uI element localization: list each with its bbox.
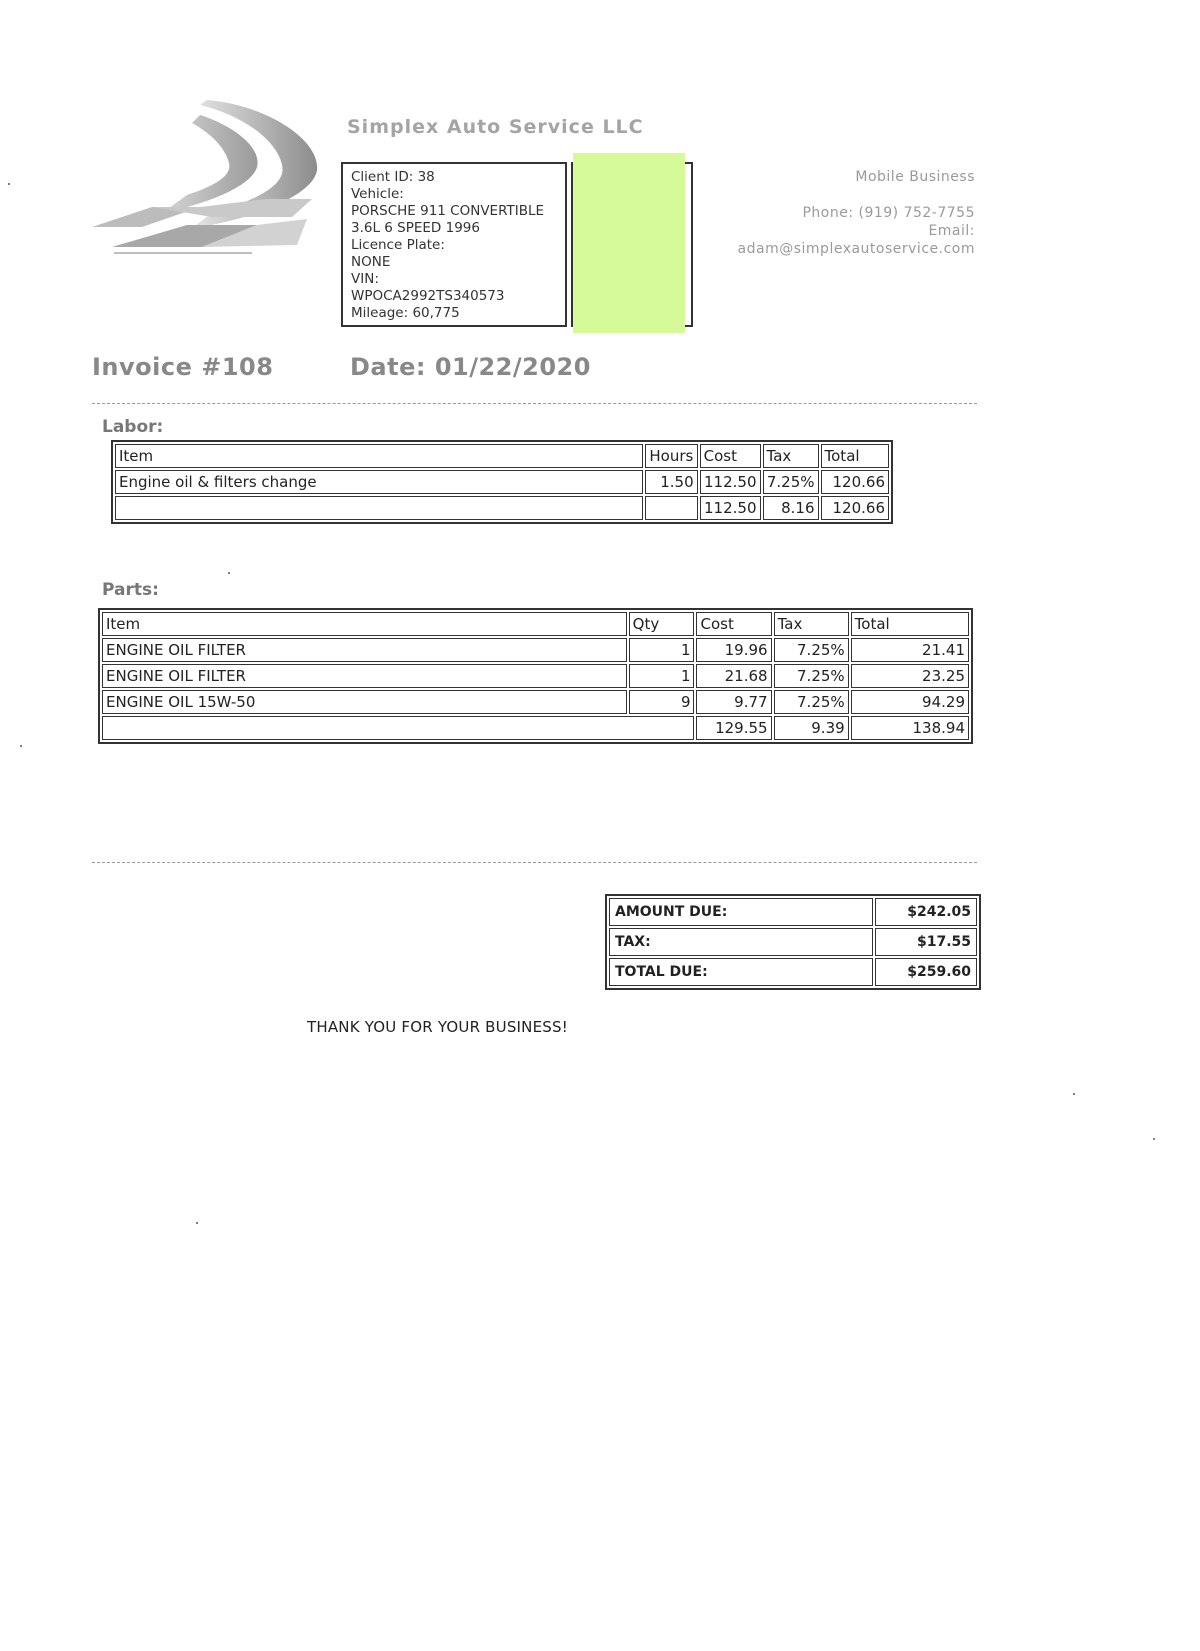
scan-speck bbox=[1153, 1138, 1155, 1140]
scan-speck bbox=[8, 183, 10, 185]
table-row bbox=[102, 690, 969, 714]
header-total: Total bbox=[821, 444, 889, 468]
plate-value: NONE bbox=[351, 254, 391, 270]
cell-cost: 21.68 bbox=[696, 664, 771, 688]
cell-total: 138.94 bbox=[851, 716, 969, 740]
cell-item: ENGINE OIL FILTER bbox=[102, 664, 627, 688]
amount-due-label: AMOUNT DUE: bbox=[609, 898, 873, 926]
divider bbox=[92, 862, 977, 863]
header-item: Item bbox=[102, 612, 627, 636]
invoice-number: Invoice #108 bbox=[92, 353, 274, 381]
thank-you-message: THANK YOU FOR YOUR BUSINESS! bbox=[307, 1018, 568, 1036]
cell-tax: 7.25% bbox=[774, 690, 849, 714]
parts-title: Parts: bbox=[102, 580, 159, 600]
cell-cost: 112.50 bbox=[700, 470, 761, 494]
summary-row-tax bbox=[609, 928, 977, 956]
cell-cost: 112.50 bbox=[700, 496, 761, 520]
total-due-label: TOTAL DUE: bbox=[609, 958, 873, 986]
cell-qty: 9 bbox=[629, 690, 695, 714]
amount-due-value: $242.05 bbox=[875, 898, 977, 926]
invoice-date: Date: 01/22/2020 bbox=[350, 353, 591, 381]
summary-table bbox=[605, 894, 981, 990]
labor-table bbox=[111, 440, 893, 524]
scan-speck bbox=[1073, 1093, 1075, 1095]
header-hours: Hours bbox=[645, 444, 697, 468]
header-cost: Cost bbox=[700, 444, 761, 468]
cell-cost: 129.55 bbox=[696, 716, 771, 740]
table-row bbox=[102, 638, 969, 662]
cell-tax: 7.25% bbox=[774, 664, 849, 688]
cell-item bbox=[115, 496, 643, 520]
summary-row-amount bbox=[609, 898, 977, 926]
mileage: Mileage: 60,775 bbox=[351, 305, 460, 321]
cell-cost: 19.96 bbox=[696, 638, 771, 662]
header-cost: Cost bbox=[696, 612, 771, 636]
table-header-row bbox=[115, 444, 889, 468]
cell-tax: 7.25% bbox=[774, 638, 849, 662]
cell-tax: 7.25% bbox=[763, 470, 819, 494]
plate-label: Licence Plate: bbox=[351, 237, 445, 253]
cell-total: 94.29 bbox=[851, 690, 969, 714]
cell-item: ENGINE OIL FILTER bbox=[102, 638, 627, 662]
table-row bbox=[102, 664, 969, 688]
totals-row bbox=[115, 496, 889, 520]
tax-value: $17.55 bbox=[875, 928, 977, 956]
cell-hours bbox=[645, 496, 697, 520]
vin-label: VIN: bbox=[351, 271, 379, 287]
cell-item: Engine oil & filters change bbox=[115, 470, 643, 494]
scan-speck bbox=[20, 745, 22, 747]
cell-cost: 9.77 bbox=[696, 690, 771, 714]
company-logo-icon bbox=[92, 95, 322, 265]
cell-total: 120.66 bbox=[821, 496, 889, 520]
totals-row bbox=[102, 716, 969, 740]
mobile-business: Mobile Business bbox=[855, 169, 975, 185]
email-label: Email: bbox=[928, 223, 975, 239]
cell-hours: 1.50 bbox=[645, 470, 697, 494]
company-name: Simplex Auto Service LLC bbox=[347, 116, 644, 138]
scan-speck bbox=[196, 1222, 198, 1224]
cell-total: 21.41 bbox=[851, 638, 969, 662]
vehicle-label: Vehicle: bbox=[351, 186, 404, 202]
header-total: Total bbox=[851, 612, 969, 636]
tax-label: TAX: bbox=[609, 928, 873, 956]
header-tax: Tax bbox=[763, 444, 819, 468]
table-row bbox=[115, 470, 889, 494]
client-id: Client ID: 38 bbox=[351, 169, 435, 185]
parts-table bbox=[98, 608, 973, 744]
table-header-row bbox=[102, 612, 969, 636]
cell-tax: 8.16 bbox=[763, 496, 819, 520]
cell-item bbox=[102, 716, 694, 740]
contact-block bbox=[660, 168, 975, 258]
divider bbox=[92, 403, 977, 404]
cell-item: ENGINE OIL 15W-50 bbox=[102, 690, 627, 714]
vehicle-line1: PORSCHE 911 CONVERTIBLE bbox=[351, 203, 545, 219]
header-tax: Tax bbox=[774, 612, 849, 636]
cell-qty: 1 bbox=[629, 664, 695, 688]
total-due-value: $259.60 bbox=[875, 958, 977, 986]
cell-total: 120.66 bbox=[821, 470, 889, 494]
header-item: Item bbox=[115, 444, 643, 468]
cell-total: 23.25 bbox=[851, 664, 969, 688]
phone: Phone: (919) 752-7755 bbox=[802, 205, 975, 221]
email: adam@simplexautoservice.com bbox=[737, 241, 975, 257]
client-info-box bbox=[341, 162, 567, 327]
cell-tax: 9.39 bbox=[774, 716, 849, 740]
labor-title: Labor: bbox=[102, 417, 164, 437]
cell-qty: 1 bbox=[629, 638, 695, 662]
summary-row-total bbox=[609, 958, 977, 986]
header-qty: Qty bbox=[629, 612, 695, 636]
scan-speck bbox=[228, 572, 230, 574]
vehicle-line2: 3.6L 6 SPEED 1996 bbox=[351, 220, 480, 236]
vin-value: WPOCA2992TS340573 bbox=[351, 288, 505, 304]
